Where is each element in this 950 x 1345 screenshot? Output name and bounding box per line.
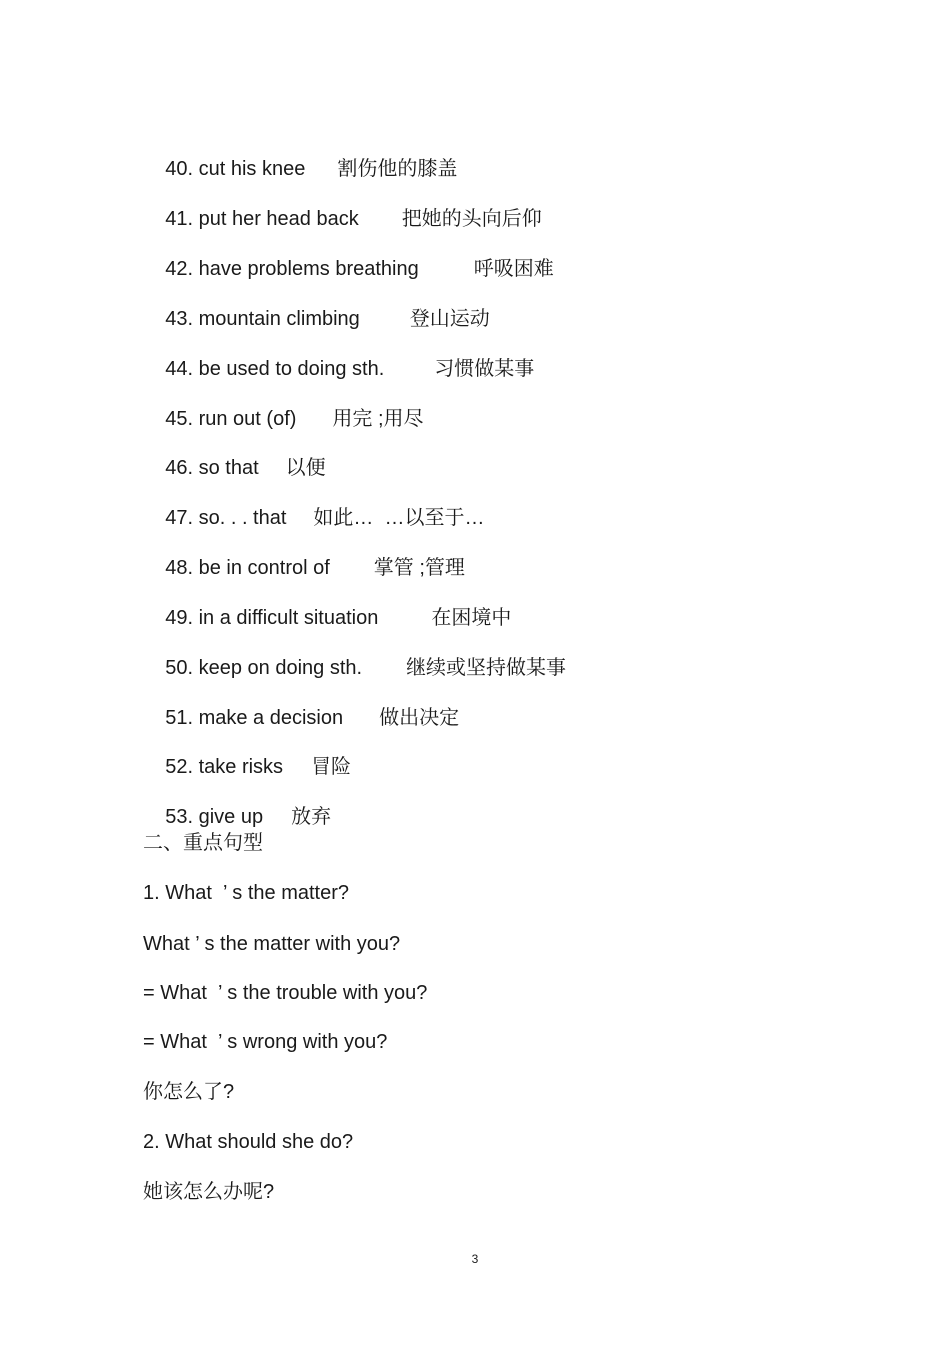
phrase-english: 48. be in control of	[165, 557, 330, 579]
phrase-english: 45. run out (of)	[165, 408, 297, 430]
phrase-english: 46. so that	[165, 457, 259, 479]
phrase-chinese: 做出决定	[379, 707, 460, 729]
sentence-line: 1. What ’ s the matter?	[143, 882, 350, 904]
phrase-chinese: 登山运动	[409, 308, 490, 330]
phrase-chinese: 在困境中	[431, 607, 512, 629]
phrase-chinese: 如此… …以至于…	[313, 507, 485, 529]
phrase-english: 51. make a decision	[165, 707, 344, 729]
phrase-english: 50. keep on doing sth.	[165, 657, 363, 679]
phrase-chinese: 把她的头向后仰	[401, 208, 542, 230]
phrase-english: 44. be used to doing sth.	[165, 358, 385, 380]
phrase-english: 52. take risks	[165, 756, 284, 778]
phrase-chinese: 掌管 ;管理	[373, 557, 465, 579]
phrase-chinese: 割伤他的膝盖	[337, 158, 458, 180]
phrase-english: 53. give up	[165, 806, 264, 828]
phrase-chinese: 放弃	[291, 806, 332, 828]
sentence-line: = What ’ s the trouble with you?	[143, 982, 428, 1004]
phrase-english: 42. have problems breathing	[165, 258, 419, 280]
section-heading: 二、重点句型	[143, 832, 263, 854]
phrase-english: 41. put her head back	[165, 208, 359, 230]
sentence-translation: 她该怎么办呢?	[143, 1181, 275, 1203]
phrase-english: 47. so. . . that	[165, 507, 287, 529]
phrase-chinese: 习惯做某事	[434, 358, 535, 380]
page-number: 3	[471, 1252, 479, 1266]
phrase-chinese: 冒险	[311, 756, 352, 778]
sentence-translation: 你怎么了?	[143, 1081, 235, 1103]
phrase-english: 43. mountain climbing	[165, 308, 360, 330]
phrase-chinese: 呼吸困难	[473, 258, 554, 280]
phrase-chinese: 以便	[285, 457, 326, 479]
phrase-chinese: 继续或坚持做某事	[406, 657, 567, 679]
phrase-chinese: 用完 ;用尽	[332, 408, 424, 430]
phrase-english: 49. in a difficult situation	[165, 607, 379, 629]
sentence-line: 2. What should she do?	[143, 1131, 354, 1153]
sentence-line: = What ’ s wrong with you?	[143, 1031, 388, 1053]
phrase-english: 40. cut his knee	[165, 158, 306, 180]
sentence-line: What ’ s the matter with you?	[143, 933, 401, 955]
